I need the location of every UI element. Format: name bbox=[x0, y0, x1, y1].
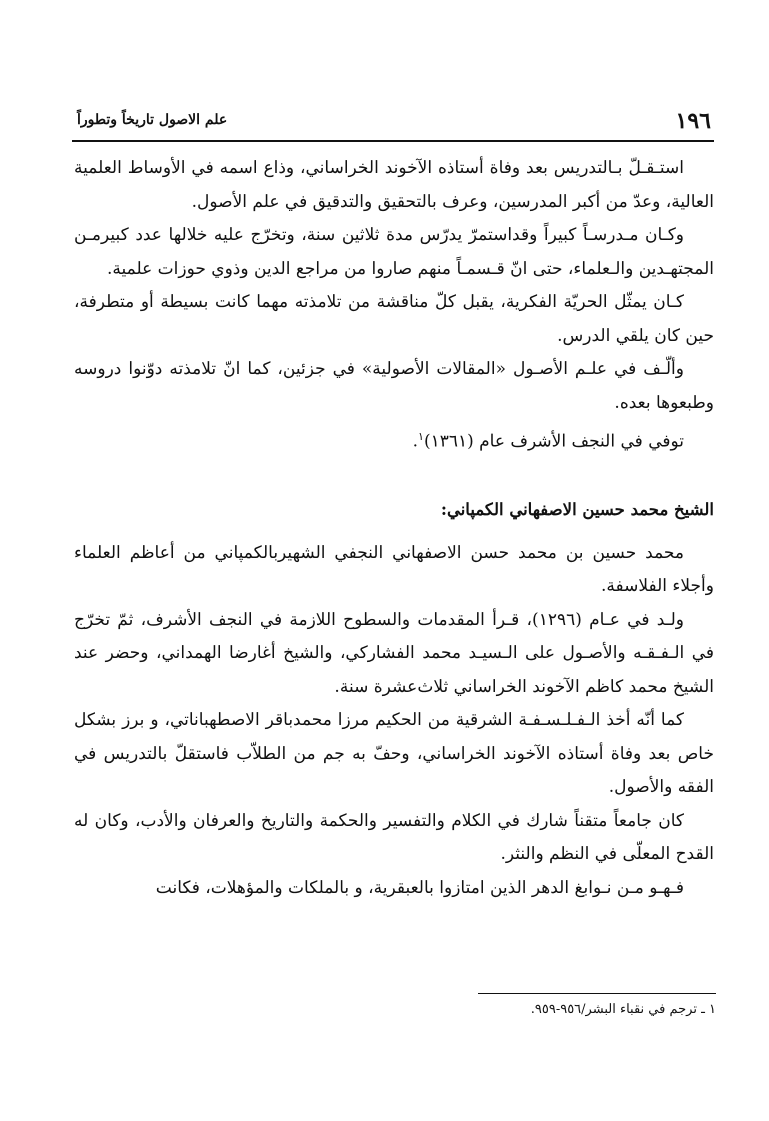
paragraph: استـقـلّ بـالتدريس بعد وفاة أستاذه الآخوند الخراساني، وذاع اسمه في الأوساط العلمية العالية، وعدّ من أكبر المدرسين، وعرف بالتحقيق والتدقيق في علم الأصول. bbox=[74, 158, 714, 212]
running-title: علم الاصول تاريخاً وتطوراً bbox=[77, 112, 228, 128]
page-number: ١٩٦ bbox=[675, 108, 711, 134]
header-divider bbox=[72, 140, 714, 142]
death-note: توفي في النجف الأشرف عام (١٣٦١)$^١$. bbox=[412, 430, 684, 452]
death-note-text: توفي في النجف الأشرف عام (١٣٦١) bbox=[423, 431, 684, 452]
page-header bbox=[77, 108, 717, 138]
footnote: ١ ـ ترجم في نقباء البشر/٩٥٦-٩٥٩. bbox=[530, 1002, 716, 1017]
paragraph: كان جامعاً متقناً شارك في الكلام والتفسير والحكمة والتاريخ والعرفان والأدب، وكان له القدح المعلّى في النظم والنثر. bbox=[74, 810, 714, 865]
body-text bbox=[74, 152, 714, 905]
section-title: الشيخ محمد حسين الاصفهاني الكمپاني: bbox=[440, 500, 714, 520]
paragraph: وكـان مـدرسـاً كبيراً وقداستمرّ يدرّس مدة ثلاثين سنة، وتخرّج عليه خلالها عدد كبيرمـن المجتهـدين والـعلماء، حتى انّ قـسمـاً منهم صاروا من مراجع الدين وذوي حوزات علمية. bbox=[74, 225, 714, 279]
paragraph: وألّـف في علـم الأصـول «المقالات الأصولية» في جزئين، كما انّ تلامذته دوّنوا دروسه وطبعوها بعده. bbox=[74, 359, 714, 413]
paragraph: فـهـو مـن نـوابغ الدهر الذين امتازوا بالعبقرية، و بالملكات والمؤهلات، فكانت bbox=[155, 877, 684, 898]
footnote-mark: ١ bbox=[418, 430, 424, 443]
paragraph: ولـد في عـام (١٢٩٦)، قـرأ المقدمات والسطوح اللازمة في النجف الأشرف، ثمّ تخرّج في الـفـقـه والأصـول على الـسيـد محمد الفشاركي، والشيخ أغارضا الهمداني، وحضر عند الشيخ محمد كاظم الآخوند الخراساني ثلاث‌عشرة سنة. bbox=[74, 609, 714, 697]
footnote-divider bbox=[478, 993, 716, 994]
paragraph: محمد حسين بن محمد حسن الاصفهاني النجفي الشهيربالكمپاني من أعاظم العلماء وأجلاء الفلاسفة. bbox=[74, 542, 714, 597]
paragraph: كـان يمثّل الحريّة الفكرية، يقبل كلّ مناقشة من تلامذته مهما كانت بسيطة أو متطرفة، حين كان يلقي الدرس. bbox=[74, 292, 714, 346]
paragraph: كما أنّه أخذ الـفـلـسـفـة الشرقية من الحكيم مرزا محمدباقر الاصطهباناتي، و برز بشكل خاص بعد وفاة أستاذه الآخوند الخراساني، وحفّ به جم من الطلاّب فاستقلّ بالتدريس في الفقه والأصول. bbox=[74, 710, 714, 798]
